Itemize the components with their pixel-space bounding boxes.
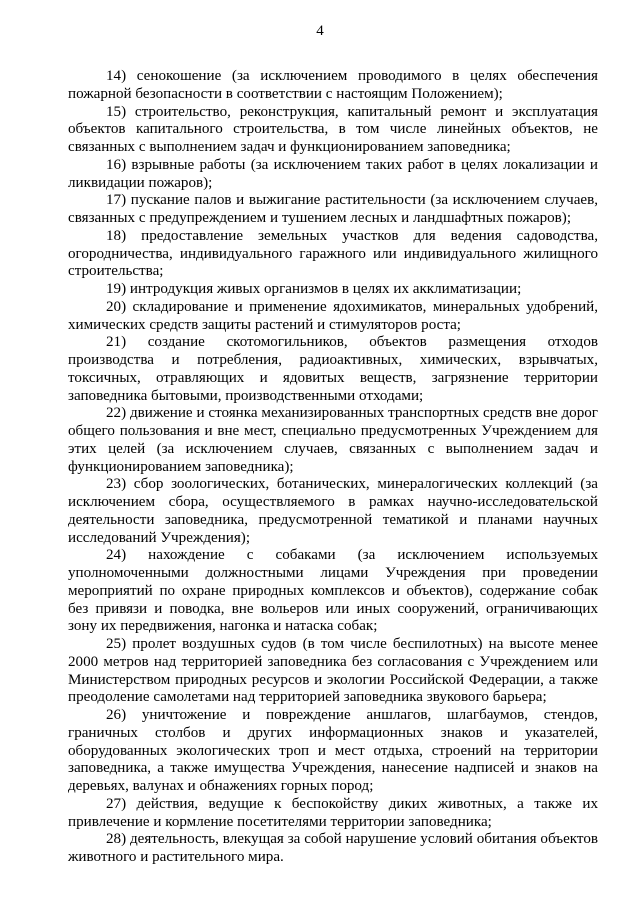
list-item-20: 20) складирование и применение ядохимикатов, минеральных удобрений, химических средств защиты растений и стимуляторов роста; [68,298,598,333]
list-item-17: 17) пускание палов и выжигание растительности (за исключением случаев, связанных с предупреждением и тушением лесных и ландшафтных пожаров); [68,192,598,226]
list-item-15: 15) строительство, реконструкция, капитальный ремонт и эксплуатация объектов капитального строительства, в том числе линейных объектов, не связанных с выполнением задач и функционированием заповедника; [68,103,598,155]
list-item-28: 28) деятельность, влекущая за собой нарушение условий обитания объектов животного и растительного мира. [68,831,598,865]
list-item-16: 16) взрывные работы (за исключением таких работ в целях локализации и ликвидации пожаров); [68,156,598,191]
list-item-21: 21) создание скотомогильников, объектов размещения отходов производства и потребления, радиоактивных, химических, взрывчатых, токсичных, отравляющих и ядовитых веществ, загрязнение территории заповедника бытовыми, производственными отходами; [68,334,598,404]
list-item-22: 22) движение и стоянка механизированных транспортных средств вне дорог общего пользования и вне мест, специально предусмотренных Учреждением для этих целей (за исключением случаев, связанных с выполнением задач и функционированием заповедника); [68,405,598,475]
list-item-27: 27) действия, ведущие к беспокойству диких животных, а также их привлечение и кормление посетителями территории заповедника; [68,795,598,830]
page-number: 4 [316,23,324,39]
list-item-14: 14) сенокошение (за исключением проводимого в целях обеспечения пожарной безопасности в соответствии с настоящим Положением); [68,68,598,102]
list-item-24: 24) нахождение с собаками (за исключением используемых уполномоченными должностными лицами Учреждения при проведении мероприятий по охране природных комплексов и объектов), содержание собак без привязи и поводка, вне вольеров или иных сооружений, ограничивающих зону их передвижения, нагонка и натаска собак; [68,547,598,635]
list-item-23: 23) сбор зоологических, ботанических, минералогических коллекций (за исключением сбора, осуществляемого в рамках научно-исследовательской деятельности заповедника, предусмотренной тематикой и планами научных исследований Учреждения); [68,476,598,546]
document-body [68,68,598,867]
list-item-19: 19) интродукция живых организмов в целях их акклиматизации; [106,281,522,297]
list-item-26: 26) уничтожение и повреждение аншлагов, шлагбаумов, стендов, граничных столбов и других информационных знаков и указателей, оборудованных экологических троп и мест отдыха, строений на территории заповедника, а также имущества Учреждения, нанесение надписей и знаков на деревьях, валунах и обнажениях горных пород; [68,707,598,794]
list-item-25: 25) пролет воздушных судов (в том числе беспилотных) на высоте менее 2000 метров над территорией заповедника без согласования с Учреждением или Министерством природных ресурсов и экологии Российской Федерации, а также преодоление самолетами над территорией заповедника звукового барьера; [68,636,598,706]
list-item-18: 18) предоставление земельных участков для ведения садоводства, огородничества, индивидуального гаражного или индивидуального жилищного строительства; [68,227,598,280]
